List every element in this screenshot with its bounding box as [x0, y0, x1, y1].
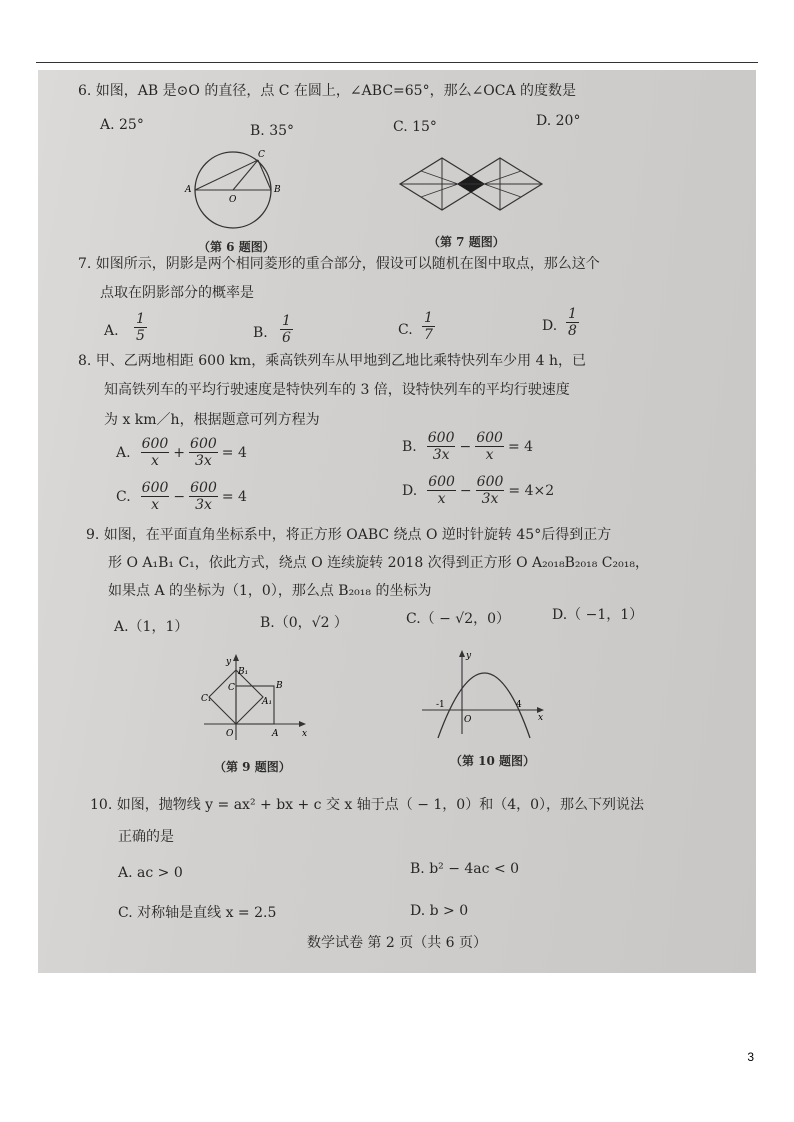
q10-label-m1: -1	[436, 700, 445, 710]
q8-a-rhs: = 4	[221, 444, 247, 461]
q7-figure-caption: （第 7 题图）	[428, 235, 505, 249]
q7-option-d-label: D.	[542, 318, 558, 334]
q9-label-b: B	[276, 681, 283, 691]
q6-option-c: C. 15°	[393, 119, 437, 135]
q8-d-den2: 3x	[481, 491, 499, 507]
q8-stem-line1: 8. 甲、乙两地相距 600 km，乘高铁列车从甲地到乙地比乘特快列车少用 4 h，已	[78, 353, 587, 369]
q10-option-d: D. b > 0	[410, 903, 469, 919]
q10-label-y: y	[466, 651, 472, 661]
q7-stem-line2: 点取在阴影部分的概率是	[100, 285, 254, 301]
q6-circle-figure	[178, 148, 288, 234]
q8-c-num2: 600	[190, 480, 217, 496]
q8-a-num1: 600	[141, 436, 169, 452]
q8-option-d	[400, 474, 556, 507]
q6-option-b: B. 35°	[250, 123, 295, 139]
q7-option-b-label: B.	[253, 325, 268, 341]
q8-a-label: A.	[116, 444, 131, 461]
q9-option-a: A.（1，1）	[114, 619, 189, 635]
q8-stem-line2: 知高铁列车的平均行驶速度是特快列车的 3 倍，设特快列车的平均行驶速度	[104, 382, 570, 398]
q9-label-x: x	[302, 729, 308, 739]
q7-option-c-label: C.	[398, 322, 413, 338]
q8-b-op: −	[459, 438, 472, 455]
q6-label-a: A	[185, 185, 192, 195]
q9-label-c1: C₁	[201, 694, 212, 704]
q8-d-num1: 600	[428, 474, 455, 490]
q6-stem: 6. 如图，AB 是⊙O 的直径，点 C 在圆上，∠ABC=65°，那么∠OCA 的度数是	[78, 83, 577, 99]
q7-c-num: 1	[424, 310, 433, 326]
q8-d-den1: x	[437, 491, 446, 507]
q10-stem-line1: 10. 如图，抛物线 y = ax² + bx + c 交 x 轴于点（ − 1，0）和（4，0），那么下列说法	[90, 797, 645, 813]
q7-option-b-fraction	[280, 313, 293, 346]
page-footer: 数学试卷 第 2 页（共 6 页）	[306, 935, 488, 951]
q9-option-d: D.（ −1，1）	[552, 607, 644, 623]
q8-option-a	[114, 436, 249, 469]
q10-stem-line2: 正确的是	[118, 829, 174, 845]
q8-c-label: C.	[116, 488, 131, 505]
q9-option-b: B.（0，√2 ）	[260, 615, 348, 631]
q8-c-den2: 3x	[195, 497, 212, 513]
q6-figure-caption: （第 6 题图）	[198, 240, 275, 254]
q8-c-op: −	[173, 488, 186, 505]
q8-d-op: −	[459, 482, 472, 499]
q9-stem-line1: 9. 如图，在平面直角坐标系中，将正方形 OABC 绕点 O 逆时针旋转 45°后得到正方	[86, 527, 612, 543]
q7-d-den: 8	[568, 323, 577, 339]
q8-b-den2: x	[485, 447, 494, 463]
q7-option-d-fraction	[566, 306, 579, 339]
q7-a-num: 1	[136, 311, 145, 327]
q6-label-c: C	[258, 150, 265, 160]
q7-d-num: 1	[568, 306, 577, 322]
q10-figure-caption: （第 10 题图）	[450, 754, 536, 768]
q7-rhombus-figure	[398, 156, 548, 216]
q7-b-den: 6	[282, 330, 291, 346]
q8-c-num1: 600	[141, 480, 169, 496]
q8-d-num2: 600	[476, 474, 504, 490]
exam-page-photo	[38, 70, 756, 973]
q8-b-den1: 3x	[432, 447, 450, 463]
q9-label-a: A	[272, 729, 279, 739]
q10-label-4: 4	[516, 700, 522, 710]
q8-a-den2: 3x	[194, 453, 212, 469]
q8-b-rhs: = 4	[507, 438, 534, 455]
q9-figure-caption: （第 9 题图）	[214, 760, 291, 774]
q9-label-a1: A₁	[262, 697, 273, 707]
q6-label-o: O	[229, 195, 237, 205]
q8-b-num1: 600	[427, 430, 455, 446]
q8-d-label: D.	[402, 482, 418, 499]
q9-stem-line3: 如果点 A 的坐标为（1，0），那么点 B₂₀₁₈ 的坐标为	[108, 583, 432, 599]
q8-c-rhs: = 4	[221, 488, 247, 505]
q8-d-rhs: = 4×2	[508, 482, 555, 499]
q6-option-d: D. 20°	[536, 113, 581, 129]
q7-stem-line1: 7. 如图所示，阴影是两个相同菱形的重合部分，假设可以随机在图中取点，那么这个	[78, 256, 600, 272]
q10-label-o: O	[464, 715, 472, 725]
q8-a-num2: 600	[190, 436, 217, 452]
q10-label-x: x	[538, 713, 544, 723]
q8-c-den1: x	[151, 497, 159, 513]
q8-option-b	[400, 430, 535, 463]
header-rule	[36, 62, 758, 63]
page-number: 3	[747, 1050, 754, 1064]
q10-option-a: A. ac > 0	[118, 865, 183, 881]
q9-label-o: O	[226, 729, 234, 739]
q8-option-c	[114, 480, 249, 513]
q10-parabola-figure	[418, 648, 548, 740]
q7-option-a-label: A.	[104, 323, 119, 339]
q7-option-a-fraction	[134, 311, 147, 344]
q9-coordinate-figure	[200, 652, 310, 744]
q9-label-y: y	[226, 657, 232, 667]
q8-a-den1: x	[150, 453, 159, 469]
q10-option-c: C. 对称轴是直线 x = 2.5	[118, 905, 277, 921]
q9-label-c: C	[228, 683, 235, 693]
q7-c-den: 7	[424, 327, 433, 343]
q9-label-b1: B₁	[238, 667, 249, 677]
q9-option-c: C.（ − √2，0）	[406, 611, 511, 627]
q7-b-num: 1	[282, 313, 291, 329]
q8-stem-line3: 为 x km／h，根据题意可列方程为	[104, 412, 320, 428]
q8-b-label: B.	[402, 438, 417, 455]
q9-stem-line2: 形 O A₁B₁ C₁，依此方式，绕点 O 连续旋转 2018 次得到正方形 O A₂₀₁₈B₂₀₁₈ C₂₀₁₈，	[108, 555, 649, 571]
q8-b-num2: 600	[476, 430, 503, 446]
q7-a-den: 5	[136, 328, 145, 344]
q8-a-op: +	[173, 444, 186, 461]
q7-option-c-fraction	[422, 310, 435, 343]
q6-label-b: B	[274, 185, 281, 195]
q6-option-a: A. 25°	[100, 117, 144, 133]
q10-option-b: B. b² − 4ac < 0	[410, 861, 520, 877]
